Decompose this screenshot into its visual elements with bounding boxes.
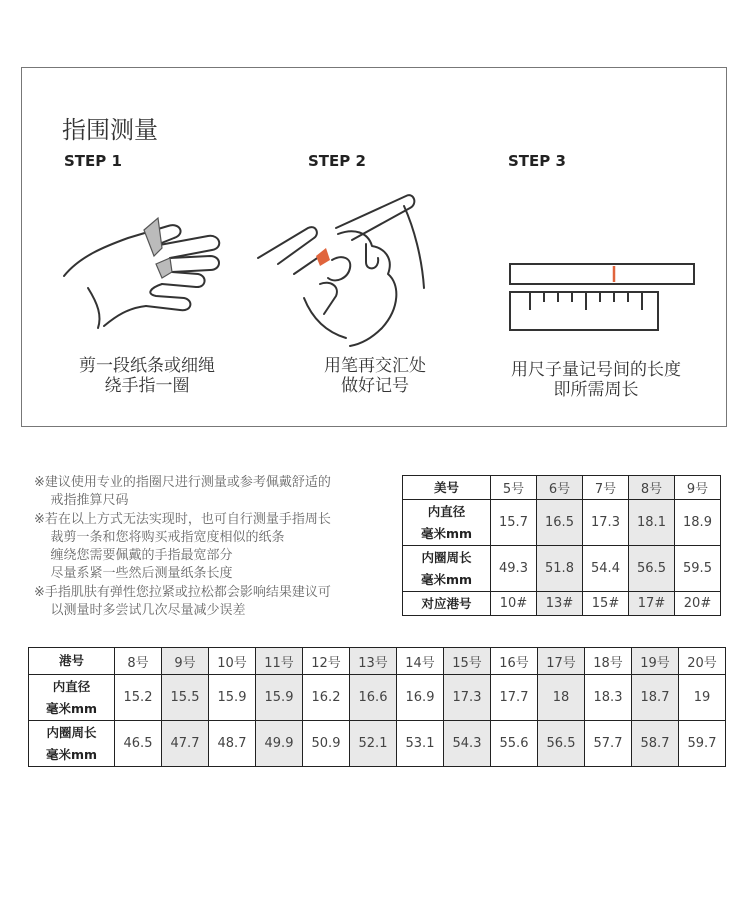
value-cell: 55.6 (491, 721, 538, 767)
table-row (403, 546, 721, 592)
size-cell: 20号 (679, 648, 726, 675)
step-2-label: STEP 2 (308, 152, 366, 170)
value-cell: 48.7 (209, 721, 256, 767)
row-label: 对应港号 (403, 592, 491, 616)
value-cell: 16.9 (397, 675, 444, 721)
size-cell: 17号 (538, 648, 585, 675)
value-cell: 46.5 (115, 721, 162, 767)
value-cell: 47.7 (162, 721, 209, 767)
step-1-caption: 剪一段纸条或细绳 绕手指一圈 (79, 356, 215, 396)
table-header-row (29, 648, 726, 675)
ruler-measure-icon (508, 260, 698, 340)
value-cell: 18.3 (585, 675, 632, 721)
value-cell: 18.7 (632, 675, 679, 721)
measurement-panel (21, 67, 727, 427)
value-cell: 54.3 (444, 721, 491, 767)
size-cell: 15号 (444, 648, 491, 675)
value-cell: 49.9 (256, 721, 303, 767)
table-row (29, 675, 726, 721)
size-cell: 14号 (397, 648, 444, 675)
value-cell: 56.5 (629, 546, 675, 592)
value-cell: 16.2 (303, 675, 350, 721)
value-cell: 59.5 (675, 546, 721, 592)
value-cell: 51.8 (537, 546, 583, 592)
hand-wrap-strip-icon (58, 208, 238, 333)
note-line: ※建议使用专业的指圈尺进行测量或参考佩戴舒适的 (34, 475, 331, 490)
value-cell: 16.5 (537, 500, 583, 546)
note-line: ※手指肌肤有弹性您拉紧或拉松都会影响结果建议可 (34, 584, 331, 600)
size-cell: 5号 (491, 476, 537, 500)
size-cell: 13号 (350, 648, 397, 675)
size-cell: 10号 (209, 648, 256, 675)
size-cell: 8号 (629, 476, 675, 500)
size-cell: 16号 (491, 648, 538, 675)
note-line: 戒指推算尺码 (34, 493, 129, 509)
page-title: 指围测量 (62, 116, 158, 144)
us-size-table (402, 475, 721, 616)
value-cell: 20# (675, 592, 721, 616)
step-3-label: STEP 3 (508, 152, 566, 170)
value-cell: 54.4 (583, 546, 629, 592)
size-cell: 6号 (537, 476, 583, 500)
value-cell: 57.7 (585, 721, 632, 767)
table-header-cell: 美号 (403, 476, 491, 500)
table-row (403, 592, 721, 616)
value-cell: 17.7 (491, 675, 538, 721)
value-cell: 15.2 (115, 675, 162, 721)
hand-pen-mark-icon (254, 188, 434, 348)
value-cell: 17.3 (583, 500, 629, 546)
note-line: ※若在以上方式无法实现时，也可自行测量手指周长 (34, 511, 331, 527)
value-cell: 15# (583, 592, 629, 616)
value-cell: 59.7 (679, 721, 726, 767)
value-cell: 15.9 (256, 675, 303, 721)
value-cell: 13# (537, 592, 583, 616)
value-cell: 52.1 (350, 721, 397, 767)
value-cell: 49.3 (491, 546, 537, 592)
note-line: 以测量时多尝试几次尽量减少误差 (34, 603, 246, 619)
size-cell: 8号 (115, 648, 162, 675)
value-cell: 18.1 (629, 500, 675, 546)
hk-size-table (28, 647, 726, 767)
table-row (403, 500, 721, 546)
note-line: 缠绕您需要佩戴的手指最宽部分 (34, 548, 233, 564)
note-line: 裁剪一条和您将购买戒指宽度相似的纸条 (34, 529, 285, 545)
value-cell: 18.9 (675, 500, 721, 546)
step-1-label: STEP 1 (64, 152, 122, 170)
size-cell: 18号 (585, 648, 632, 675)
size-cell: 11号 (256, 648, 303, 675)
value-cell: 15.9 (209, 675, 256, 721)
value-cell: 16.6 (350, 675, 397, 721)
size-cell: 19号 (632, 648, 679, 675)
value-cell: 53.1 (397, 721, 444, 767)
row-label: 内直径 毫米mm (403, 500, 491, 546)
value-cell: 17.3 (444, 675, 491, 721)
size-cell: 7号 (583, 476, 629, 500)
step-3-caption: 用尺子量记号间的长度 即所需周长 (511, 360, 681, 400)
value-cell: 10# (491, 592, 537, 616)
note-line: 尽量系紧一些然后测量纸条长度 (34, 566, 233, 582)
row-label: 内圈周长 毫米mm (29, 721, 115, 767)
value-cell: 17# (629, 592, 675, 616)
value-cell: 58.7 (632, 721, 679, 767)
table-header-row (403, 476, 721, 500)
value-cell: 50.9 (303, 721, 350, 767)
value-cell: 19 (679, 675, 726, 721)
size-cell: 9号 (675, 476, 721, 500)
size-cell: 12号 (303, 648, 350, 675)
table-header-cell: 港号 (29, 648, 115, 675)
table-row (29, 721, 726, 767)
step-2-caption: 用笔再交汇处 做好记号 (324, 356, 426, 396)
row-label: 内圈周长 毫米mm (403, 546, 491, 592)
value-cell: 56.5 (538, 721, 585, 767)
value-cell: 15.7 (491, 500, 537, 546)
value-cell: 15.5 (162, 675, 209, 721)
value-cell: 18 (538, 675, 585, 721)
measurement-notes (34, 474, 394, 620)
size-cell: 9号 (162, 648, 209, 675)
row-label: 内直径 毫米mm (29, 675, 115, 721)
